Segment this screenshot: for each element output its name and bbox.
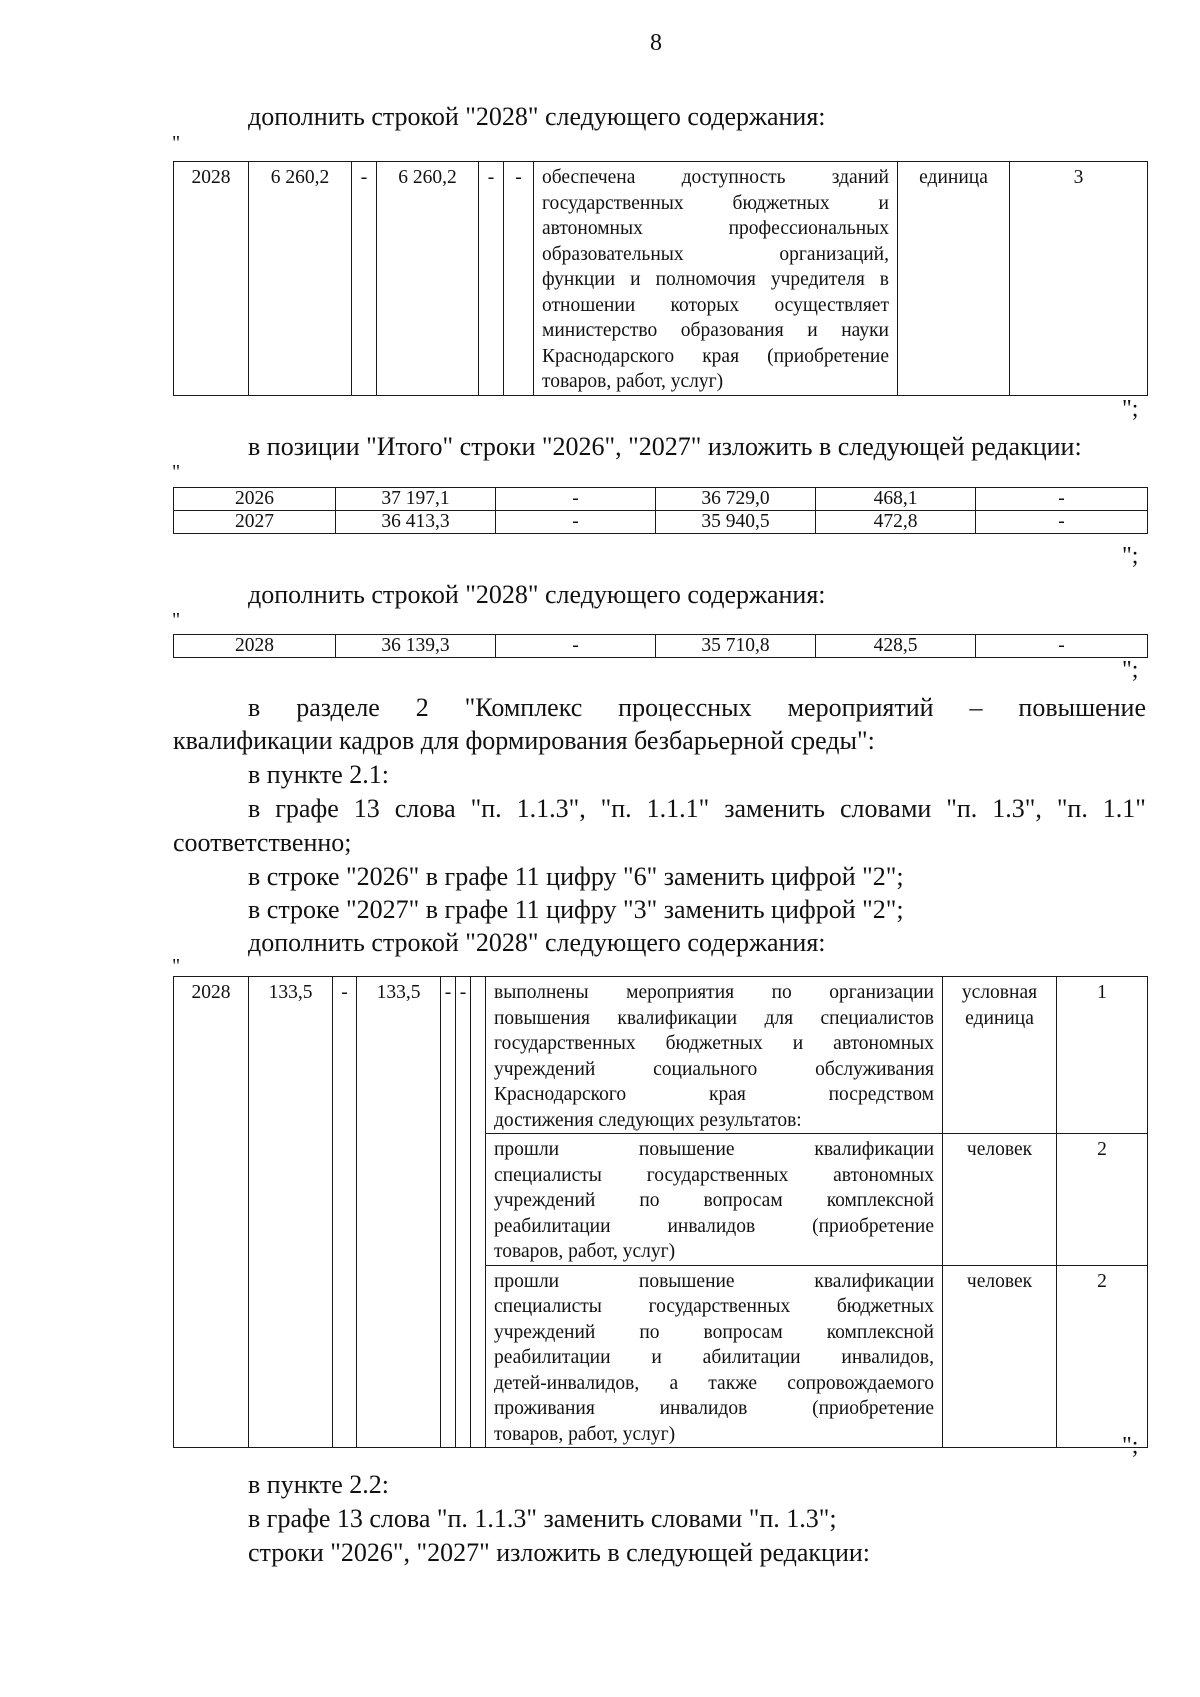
word: 2 — [415, 693, 429, 722]
extra-cell: - — [504, 162, 534, 396]
column13-change-p22: в графе 13 слова "п. 1.1.3" заменить словами "п. 1.3"; — [248, 1504, 837, 1533]
description-line: государственных бюджетных и автономных — [494, 1033, 934, 1054]
word: процессных — [618, 693, 752, 722]
description-line: повышения квалификации для специалистов — [494, 1007, 934, 1029]
opening-quote: " — [172, 955, 181, 977]
description-line: образовательных организаций, — [542, 243, 889, 265]
closing-quote: "; — [1122, 543, 1139, 569]
year-cell: 2026 — [174, 488, 336, 511]
value-cell: 2 — [1057, 1134, 1148, 1266]
description-line: реабилитации инвалидов (приобретение — [494, 1215, 934, 1237]
table-row — [174, 488, 1148, 511]
table-row — [174, 511, 1148, 534]
word: 1.1.1" — [646, 794, 710, 823]
word: – — [969, 693, 983, 722]
page-number: 8 — [650, 30, 662, 56]
description-line: специалисты государственных бюджетных — [494, 1296, 934, 1317]
description-line: учреждений по вопросам комплексной — [494, 1190, 934, 1211]
word: в — [248, 794, 261, 823]
description-line: реабилитации и абилитации инвалидов, — [494, 1347, 934, 1368]
intro-itogo-2026-2027: в позиции "Итого" строки "2026", "2027" изложить в следующей редакции: — [248, 432, 1082, 461]
total-cell: 37 197,1 — [336, 488, 496, 511]
regional-cell: 35 940,5 — [656, 511, 816, 534]
description-line: государственных бюджетных и — [542, 192, 889, 214]
opening-quote: " — [172, 461, 181, 483]
closing-quote: "; — [1122, 657, 1139, 683]
federal-cell: - — [352, 162, 377, 396]
closing-quote: "; — [1122, 1433, 1139, 1459]
word: "п. — [946, 794, 978, 823]
table-row — [174, 635, 1148, 658]
result-description-cell — [486, 1134, 943, 1266]
total-cell: 133,5 — [249, 977, 333, 1448]
description-line: прошли повышение квалификации — [494, 1139, 934, 1160]
local-cell: 472,8 — [816, 511, 976, 534]
word: 1.1.3", — [516, 794, 586, 823]
word: в — [248, 693, 261, 722]
federal-cell: - — [496, 488, 656, 511]
extra-cell: - — [456, 977, 471, 1448]
description-line: проживания инвалидов (приобретение — [494, 1398, 934, 1419]
description-line: отношении которых осуществляет — [542, 294, 889, 316]
word: 13 — [353, 794, 380, 823]
point-2-1: в пункте 2.1: — [248, 760, 390, 789]
description-line: товаров, работ, услуг) — [494, 1423, 676, 1445]
word: мероприятий — [787, 693, 934, 722]
year-cell: 2028 — [174, 635, 336, 658]
description-line: учреждений социального обслуживания — [494, 1058, 934, 1080]
table-itogo-2026-2027 — [173, 487, 1148, 534]
local-cell: 468,1 — [816, 488, 976, 511]
description-line: министерство образования и науки — [542, 320, 889, 341]
description-line: выполнены мероприятия по организации — [494, 982, 934, 1003]
word: повышение — [1018, 693, 1146, 722]
rows-2026-2027-change: строки "2026", "2027" изложить в следующей редакции: — [248, 1538, 871, 1567]
value-cell: 2 — [1057, 1265, 1148, 1448]
unit-cell: единица — [898, 162, 1010, 396]
description-line: Краснодарского края посредством — [494, 1084, 934, 1105]
row-2027-change: в строке "2027" в графе 11 цифру "3" заменить цифрой "2"; — [248, 895, 904, 924]
column13-change-line1 — [248, 792, 1146, 825]
section2-heading-line1 — [248, 691, 1146, 724]
description-line: детей-инвалидов, а также сопровождаемого — [494, 1372, 934, 1394]
year-cell: 2028 — [174, 977, 249, 1448]
federal-cell: - — [496, 635, 656, 658]
regional-cell: 133,5 — [357, 977, 441, 1448]
unit-line: условная — [961, 982, 1038, 1003]
table-row — [174, 162, 1148, 396]
column13-change-line2: соответственно; — [173, 828, 352, 857]
result-description-cell — [486, 1265, 943, 1448]
local-cell: 428,5 — [816, 635, 976, 658]
result-description-cell — [486, 977, 943, 1134]
local-cell: - — [479, 162, 504, 396]
table-2028-qualification — [173, 976, 1148, 1448]
total-cell: 36 139,3 — [336, 635, 496, 658]
table-2028-accessibility — [173, 161, 1148, 396]
result-description-cell — [534, 162, 898, 396]
unit-cell: человек — [943, 1265, 1057, 1448]
point-2-2: в пункте 2.2: — [248, 1470, 390, 1499]
section2-heading-line2: квалификации кадров для формирования безбарьерной среды": — [173, 726, 875, 755]
extra-cell: - — [976, 635, 1148, 658]
table-row — [174, 977, 1148, 1134]
total-cell: 36 413,3 — [336, 511, 496, 534]
intro-add-row-2028-itogo: дополнить строкой "2028" следующего содержания: — [248, 580, 826, 609]
regional-cell: 36 729,0 — [656, 488, 816, 511]
description-line: прошли повышение квалификации — [494, 1270, 934, 1292]
row-2026-change: в строке "2026" в графе 11 цифру "6" заменить цифрой "2"; — [248, 862, 904, 891]
description-line: автономных профессиональных — [542, 218, 889, 239]
closing-quote: "; — [1122, 396, 1139, 422]
total-cell: 6 260,2 — [249, 162, 352, 396]
word: слова — [394, 794, 456, 823]
word: графе — [275, 794, 339, 823]
unit-cell — [943, 977, 1057, 1134]
spacer-cell — [471, 977, 486, 1448]
word: разделе — [296, 693, 380, 722]
word: словами — [839, 794, 932, 823]
value-cell: 3 — [1010, 162, 1148, 396]
federal-cell: - — [496, 511, 656, 534]
extra-cell: - — [976, 488, 1148, 511]
word: "п. — [600, 794, 632, 823]
local-cell: - — [441, 977, 456, 1448]
unit-cell: человек — [943, 1134, 1057, 1266]
description-line: функции и полномочия учредителя в — [542, 269, 889, 290]
description-line: товаров, работ, услуг) — [542, 371, 724, 392]
description-line: учреждений по вопросам комплексной — [494, 1321, 934, 1343]
regional-cell: 6 260,2 — [377, 162, 479, 396]
federal-cell: - — [333, 977, 357, 1448]
intro-add-row-2028: дополнить строкой "2028" следующего содержания: — [248, 102, 826, 131]
opening-quote: " — [172, 609, 181, 631]
year-cell: 2027 — [174, 511, 336, 534]
word: 1.1" — [1102, 794, 1146, 823]
table-itogo-2028 — [173, 634, 1148, 658]
value-cell: 1 — [1057, 977, 1148, 1134]
opening-quote: " — [172, 132, 181, 154]
word: "п. — [470, 794, 502, 823]
description-line: Краснодарского края (приобретение — [542, 345, 889, 367]
description-line: специалисты государственных автономных — [494, 1164, 934, 1186]
word: "п. — [1056, 794, 1088, 823]
year-cell: 2028 — [174, 162, 249, 396]
intro-add-row-2028-qualification: дополнить строкой "2028" следующего содержания: — [248, 928, 826, 957]
extra-cell: - — [976, 511, 1148, 534]
description-line: обеспечена доступность зданий — [542, 167, 889, 188]
word: "Комплекс — [464, 693, 583, 722]
description-line: товаров, работ, услуг) — [494, 1241, 676, 1262]
word: 1.3", — [992, 794, 1042, 823]
word: заменить — [724, 794, 826, 823]
regional-cell: 35 710,8 — [656, 635, 816, 658]
description-line: достижения следующих результатов: — [494, 1109, 802, 1131]
unit-line: единица — [965, 1007, 1034, 1029]
